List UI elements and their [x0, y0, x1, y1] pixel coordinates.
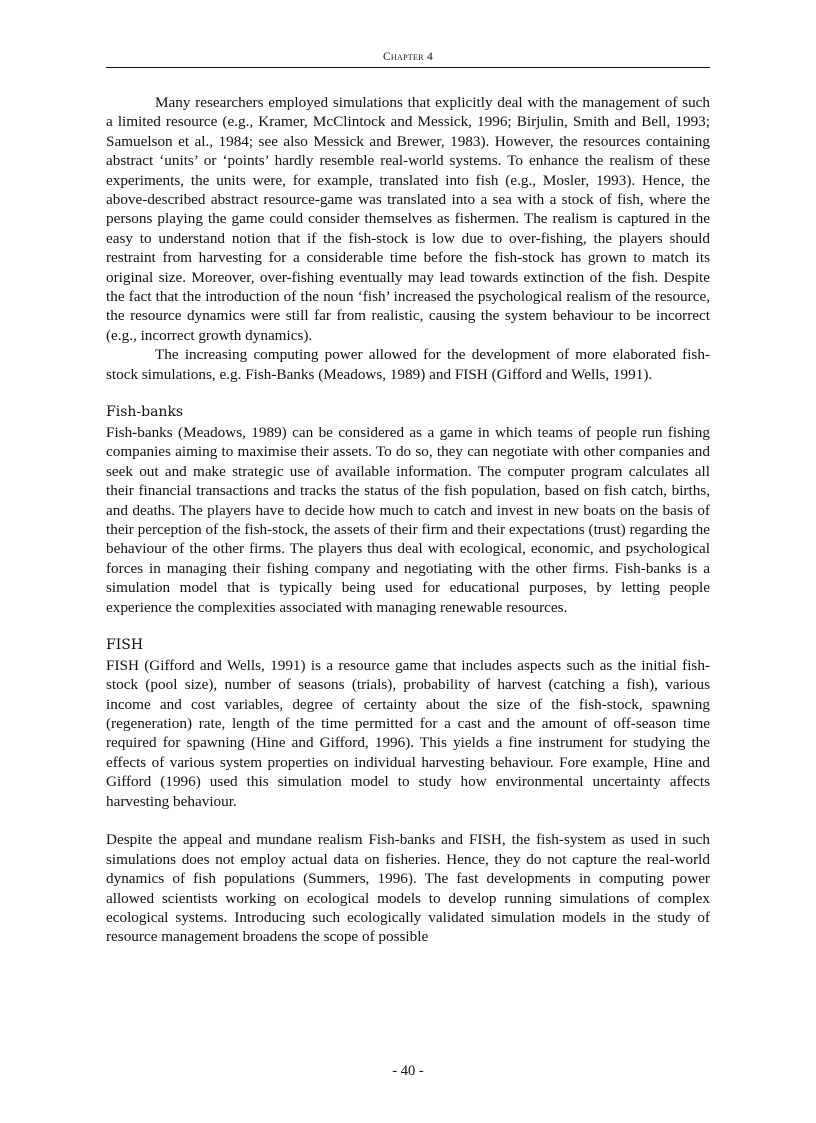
page-number: - 40 -	[392, 1063, 424, 1079]
paragraph-intro: Many researchers employed simulations that explicitly deal with the management of such a limited resource (e.g., Kramer, McClintock and Messick, 1996; Birjulin, Smith and Bell, 1993; Samuelson et al., 1984; see also Messick and Brewer, 1983). However, the resources containing abstract ‘units’ or ‘points’ hardly resemble real-world systems. To enhance the realism of these experiments, the units were, for example, translated into fish (e.g., Mosler, 1993). Hence, the above-described abstract resource-game was translated into a sea with a stock of fish, where the persons playing the game could consider themselves as fishermen. The realism is captured in the easy to understand notion that if the fish-stock is low due to over-fishing, the players should restraint from harvesting for a considerable time before the fish-stock has grown to match its original size. Moreover, over-fishing eventually may lead towards extinction of the fish. Despite the fact that the introduction of the noun ‘fish’ increased the psychological realism of the resource, the resource dynamics were still far from realistic, causing the system behaviour to be incorrect (e.g., incorrect growth dynamics).	[106, 94, 710, 344]
paragraph-gap	[106, 811, 710, 830]
paragraph-gap	[106, 384, 710, 403]
body-text	[106, 93, 710, 947]
section-heading-fish: FISH	[106, 637, 144, 654]
paragraph-realism: Despite the appeal and mundane realism Fish-banks and FISH, the fish-system as used in such simulations does not employ actual data on fisheries. Hence, they do not capture the real-world dynamics of fish populations (Summers, 1996). The fast developments in computing power allowed scientists working on ecological models to develop running simulations of complex ecological systems. Introducing such ecologically validated simulation models in the study of resource management broadens the scope of possible	[106, 831, 710, 946]
paragraph-fishbanks: Fish-banks (Meadows, 1989) can be considered as a game in which teams of people run fishing companies aiming to maximise their assets. To do so, they can negotiate with other companies and seek out and make strategic use of available information. The computer program calculates all their financial transactions and tracks the status of the fish population, based on fish catch, births, and deaths. The players have to decide how much to catch and invest in new boats on the basis of their perception of the fish-stock, the assets of their firm and their expectations (trust) regarding the behaviour of the other firms. The players thus deal with ecological, economic, and psychological forces in managing their fishing company and negotiating with the other firms. Fish-banks is a simulation model that is typically being used for educational purposes, by letting people experience the complexities associated with managing renewable resources.	[106, 423, 710, 616]
paragraph-fish: FISH (Gifford and Wells, 1991) is a resource game that includes aspects such as the initial fish-stock (pool size), number of seasons (trials), probability of harvest (catching a fish), various income and cost variables, degree of certainty about the size of the fish-stock, spawning (regeneration) rate, length of the time permitted for a cast and the amount of off-season time required for spawning (Hine and Gifford, 1996). This yields a fine instrument for studying the effects of various system properties on individual harvesting behaviour. Fore example, Hine and Gifford (1996) used this simulation model to study how environmental uncertainty affects harvesting behaviour.	[106, 656, 710, 810]
header-rule	[106, 67, 710, 68]
paragraph-gap	[106, 617, 710, 636]
chapter-label: Chapter 4	[382, 51, 434, 63]
section-heading-fishbanks: Fish-banks	[106, 404, 184, 421]
chapter-header	[106, 50, 710, 64]
paragraph-computing-power: The increasing computing power allowed for the development of more elaborated fish-stock simulations, e.g. Fish-Banks (Meadows, 1989) and FISH (Gifford and Wells, 1991).	[106, 346, 710, 383]
